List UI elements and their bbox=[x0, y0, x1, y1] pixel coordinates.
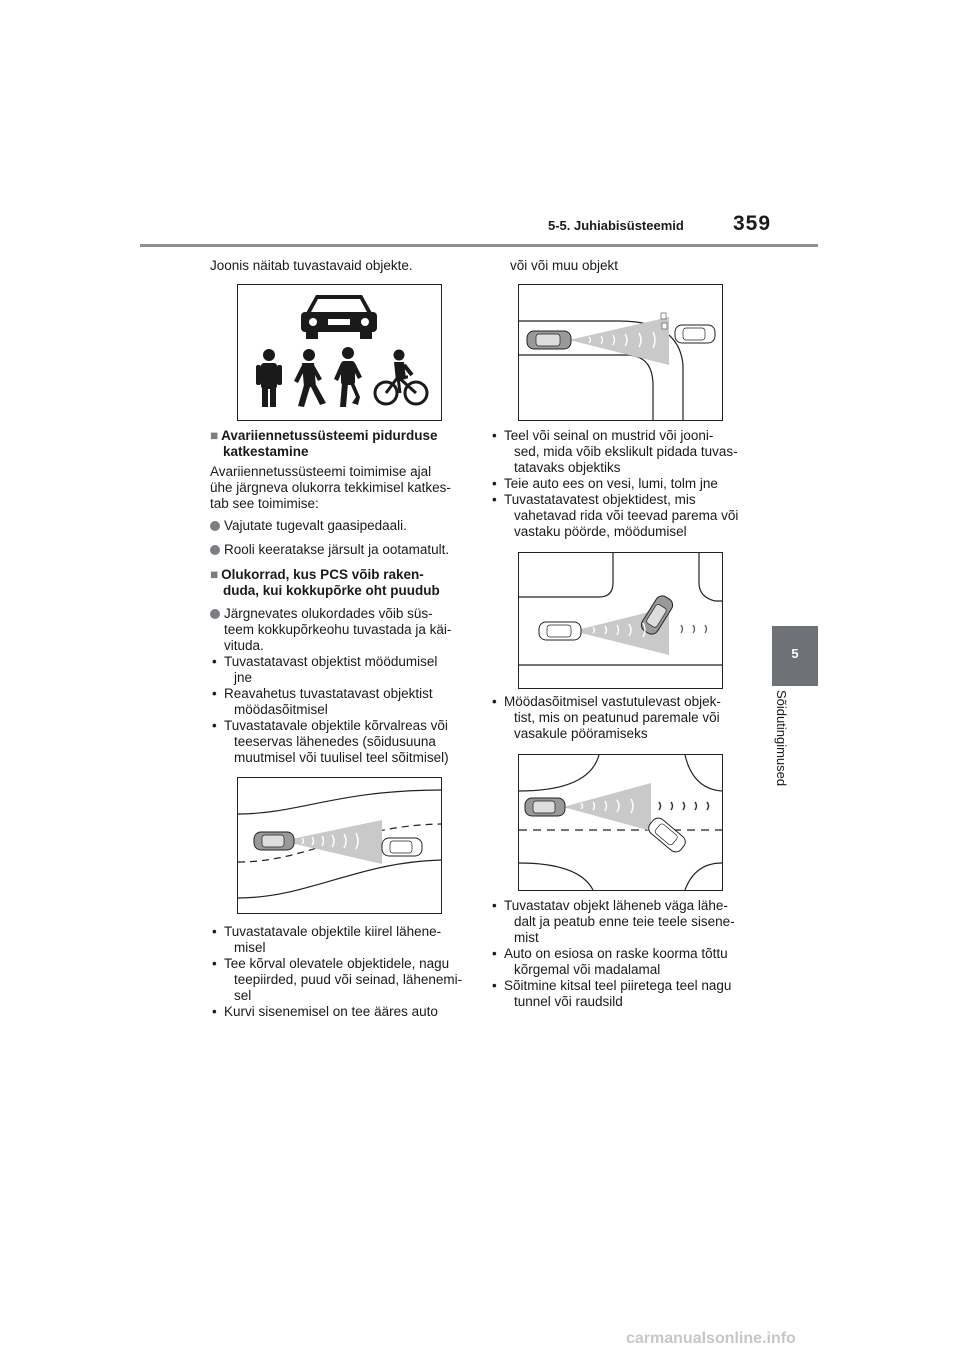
list-item: • Tuvastatavast objektist möödumisel jne bbox=[212, 654, 437, 686]
pedestrian-standing-icon bbox=[256, 349, 282, 407]
target-car-icon bbox=[382, 838, 422, 856]
section-title: 5-5. Juhiabisüsteemid bbox=[548, 218, 684, 233]
list-item: • Möödasõitmisel vastutulevast objek- tist, mis on peatunud paremale või vasakule pööramiseks bbox=[492, 694, 721, 742]
list-item: • Auto on esiosa on raske koorma tõttu kõrgemal või madalamal bbox=[492, 946, 728, 978]
bullet-text: Järgnevates olukordades võib süs- teem kokkupõrkeohu tuvastada ja käi- vituda. bbox=[224, 606, 452, 653]
section-heading-line: Avariiennetussüsteemi pidurduse bbox=[221, 428, 438, 443]
own-car-icon bbox=[254, 832, 294, 850]
list-item: • Teie auto ees on vesi, lumi, tolm jne bbox=[492, 476, 718, 492]
sensor-cone bbox=[282, 820, 382, 864]
round-bullet-icon bbox=[210, 609, 220, 619]
section-heading-line: duda, kui kokkupõrke oht puudub bbox=[223, 583, 440, 598]
chapter-tab[interactable]: 5 bbox=[772, 626, 818, 686]
body-line: tab see toimimise: bbox=[210, 496, 319, 511]
body-line: ühe järgneva olukorra tekkimisel katkes- bbox=[210, 480, 451, 495]
list-item: • Tuvastatavatest objektidest, mis vahetavad rida või teevad parema või vastaku pöörde, möödumisel bbox=[492, 492, 738, 540]
list-item: • Tuvastatavale objektile kõrvalreas või teeservas lähenedes (sõidusuuna muutmisel või tuulisel teel sõitmisel) bbox=[212, 718, 449, 766]
body-line: Avariiennetussüsteemi toimimise ajal bbox=[210, 464, 432, 479]
footer-watermark: carmanualsonline.info bbox=[626, 1330, 796, 1347]
section-heading-brake-cancel bbox=[210, 428, 437, 460]
square-bullet-icon: ■ bbox=[210, 428, 219, 443]
sensor-cone bbox=[569, 317, 669, 365]
figure-turning-vehicle bbox=[518, 552, 723, 689]
section-body bbox=[210, 464, 451, 512]
list-item: • Tee kõrval olevatele objektidele, nagu teepiirded, puud või seinad, lähenemi- sel bbox=[212, 956, 462, 1004]
own-car-icon bbox=[539, 622, 581, 640]
round-bullet-icon bbox=[210, 545, 220, 555]
square-bullet-icon: ■ bbox=[210, 567, 219, 582]
bullet-text: Rooli keeratakse järsult ja ootamatult. bbox=[224, 542, 450, 557]
own-car-icon bbox=[527, 331, 571, 349]
header-divider bbox=[140, 244, 818, 247]
list-item: • Sõitmine kitsal teel piiretega teel nagu tunnel või raudsild bbox=[492, 978, 731, 1010]
chapter-label bbox=[774, 690, 806, 820]
page-number: 359 bbox=[733, 212, 772, 235]
intro-text: Joonis näitab tuvastavaid objekte. bbox=[210, 258, 413, 273]
list-item: • Tuvastatav objekt läheneb väga lähe- dalt ja peatub enne teie teele sisene- mist bbox=[492, 898, 735, 946]
bullet-text: Vajutate tugevalt gaasipedaali. bbox=[224, 518, 407, 533]
figure-curve-roadside-car bbox=[518, 284, 723, 421]
pedestrian-running-icon bbox=[334, 347, 362, 407]
chapter-label-text: Sõidutingimused bbox=[774, 690, 789, 787]
section-heading-line: katkestamine bbox=[223, 444, 309, 459]
own-car-icon bbox=[525, 798, 565, 816]
pedestrian-walking-icon bbox=[294, 349, 326, 407]
round-bullet-icon bbox=[210, 521, 220, 531]
list-item: • Teel või seinal on mustrid või jooni- sed, mida võib ekslikult pidada tuvas- tatavaks objektiks bbox=[492, 428, 738, 476]
section-heading-false-activation bbox=[210, 567, 440, 599]
roadside-car-icon bbox=[675, 325, 715, 343]
car-front-icon bbox=[301, 295, 377, 339]
list-item: • Tuvastatavale objektile kiirel lähene- misel bbox=[212, 924, 441, 956]
section-heading-line: Olukorrad, kus PCS võib raken- bbox=[221, 567, 424, 582]
oncoming-car-icon bbox=[646, 815, 688, 855]
continuation-text: või või muu objekt bbox=[510, 258, 619, 273]
figure-adjacent-lane bbox=[237, 777, 442, 914]
figure-detectable-objects bbox=[237, 284, 442, 421]
round-bullet-item bbox=[210, 518, 407, 534]
round-bullet-item bbox=[210, 542, 449, 558]
figure-oncoming-stopped-vehicle bbox=[518, 754, 723, 891]
cyclist-icon bbox=[375, 350, 427, 405]
list-item: • Reavahetus tuvastatavast objektist möödasõitmisel bbox=[212, 686, 433, 718]
round-bullet-item bbox=[210, 606, 451, 654]
list-item: • Kurvi sisenemisel on tee ääres auto bbox=[212, 1004, 438, 1020]
